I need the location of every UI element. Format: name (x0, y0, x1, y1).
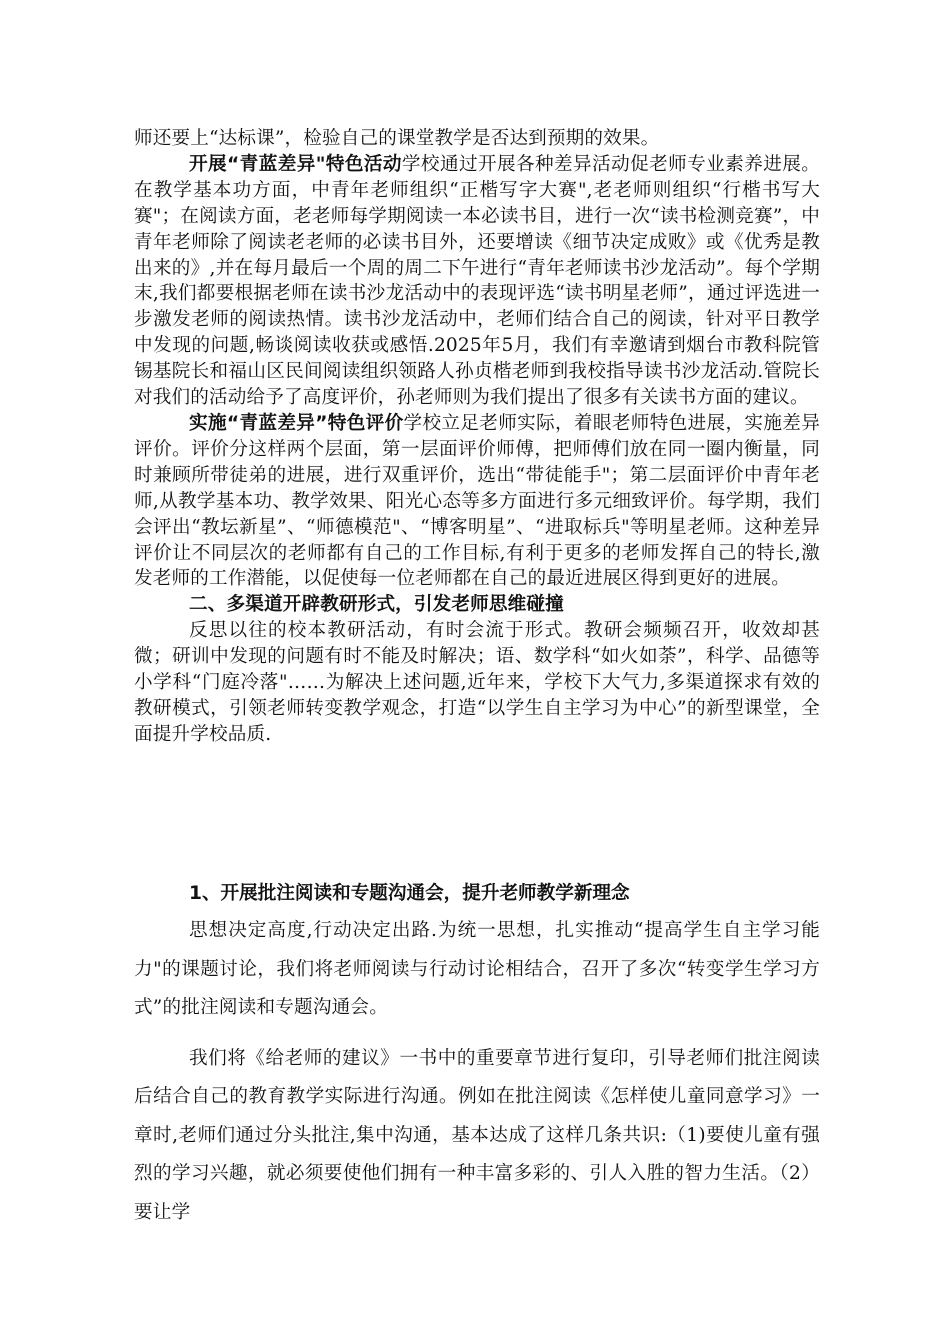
section-heading-two: 二、多渠道开辟教研形式，引发老师思维碰撞 (189, 594, 564, 616)
opening-line: 师还要上“达标课”，检验自己的课堂教学是否达到预期的效果。 (134, 128, 660, 149)
loose-paragraph: 我们将《给老师的建议》一书中的重要章节进行复印，引导老师们批注阅读后结合自己的教育教学实际进行沟通。例如在批注阅读《怎样使儿童同意学习》一章时,老师们通过分头批注,集中沟通，基本达成了这样几条共识:（1)要使儿童有强烈的学习兴趣，就必须要使他们拥有一种丰富多彩的、引人入胜的智力生活。（2）要让学 (134, 1047, 820, 1223)
evaluation-lead: 实施“青蓝差异”特色评价 (189, 412, 404, 434)
document-body-loose (134, 912, 820, 1232)
evaluation-paragraph (134, 411, 820, 592)
subheading-one: 1、开展批注阅读和专题沟通会，提升老师教学新理念 (189, 883, 630, 904)
activity-lead: 开展“青蓝差异"特色活动 (189, 153, 402, 175)
reflection-paragraph: 反思以往的校本教研活动，有时会流于形式。教研会频频召开，收效却甚微；研训中发现的问题有时不能及时解决；语、数学科“如火如荼”，科学、品德等小学科“门庭冷落"……为解决上述问题,近年来，学校下大气力,多渠道探求有效的教研模式，引领老师转变教学观念，打造“以学生自主学习为中心”的新型课堂，全面提升学校品质. (134, 620, 820, 745)
document-body-dense (134, 126, 820, 748)
loose-paragraph: 思想决定高度,行动决定出路.为统一思想，扎实推动“提高学生自主学习能力"的课题讨论，我们将老师阅读与行动讨论相结合，召开了多次“转变学生学习方式”的批注阅读和专题沟通会。 (134, 920, 820, 1018)
activity-paragraph (134, 152, 820, 411)
evaluation-body: 学校立足老师实际，着眼老师特色进展，实施差异评价。评价分这样两个层面，第一层面评价师傅，把师傅们放在同一圈内衡量，同时兼顾所带徒弟的进展，进行双重评价，选出“带徒能手"；第二层面评价中青年老师,从教学基本功、教学效果、阳光心态等多方面进行多元细致评价。每学期，我们会评出“教坛新星”、“师德模范"、“博客明星”、“进取标兵"等明星老师。这种差异评价让不同层次的老师都有自己的工作目标,有利于更多的老师发挥自己的特长,激发老师的工作潜能，以促使每一位老师都在自己的最近进展区得到更好的进展。 (134, 412, 820, 590)
activity-body: 学校通过开展各种差异活动促老师专业素养进展。在教学基本功方面，中青年老师组织“正楷写字大赛",老老师则组织“行楷书写大赛"；在阅读方面，老老师每学期阅读一本必读书目，进行一次“读书检测竞赛”，中青年老师除了阅读老老师的必读书目外，还要增读《细节决定成败》或《优秀是教出来的》,并在每月最后一个周的周二下午进行“青年老师读书沙龙活动”。每个学期末,我们都要根据老师在读书沙龙活动中的表现评选“读书明星老师”，通过评选进一步激发老师的阅读热情。读书沙龙活动中，老师们结合自己的阅读，针对平日教学中发现的问题,畅谈阅读收获或感悟.2025年5月，我们有幸邀请到烟台市教科院管锡基院长和福山区民间阅读组织领路人孙贞楷老师到我校指导读书沙龙活动.管院长对我们的活动给予了高度评价，孙老师则为我们提出了很多有关读书方面的建议。 (134, 153, 820, 409)
